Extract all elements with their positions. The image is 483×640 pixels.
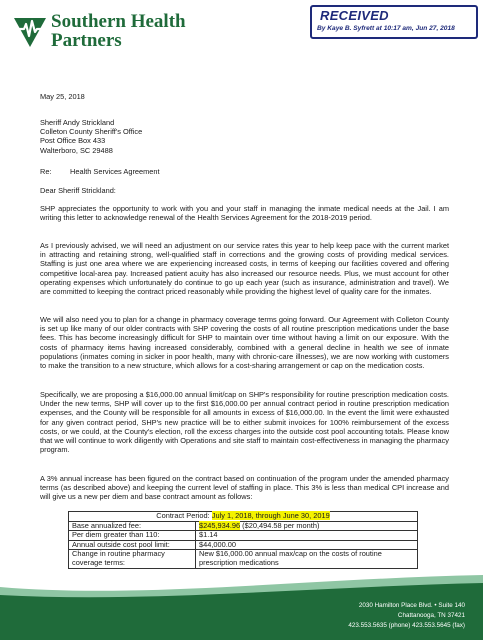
table-cell-label: Per diem greater than 110: [69,531,196,541]
logo-line-2: Partners [51,30,122,51]
recipient-address [40,118,142,155]
contract-period-value: July 1, 2018, through June 30, 2019 [211,511,330,520]
footer-phone: 423.553.5635 (phone) 423.553.5645 (fax) [348,622,465,630]
contract-period-label: Contract Period: [156,511,210,520]
logo-mark-icon [13,14,47,48]
table-cell-value [196,521,418,531]
table-row [69,531,418,541]
salutation: Dear Sheriff Strickland: [40,186,116,195]
table-cell-label: Change in routine pharmacy coverage terms: [69,550,196,568]
company-logo [13,12,193,56]
table-row [69,550,418,568]
base-fee-highlight: $245,934.96 [199,520,241,530]
stamp-title: RECEIVED [320,8,389,23]
footer-address-line: 2030 Hamilton Place Blvd. • Suite 140 [358,602,465,609]
letter-date: May 25, 2018 [40,92,85,101]
address-line: Walterboro, SC 29488 [40,145,113,155]
contract-terms-table [68,511,418,569]
address-line: Colleton County Sheriff's Office [40,127,143,137]
received-stamp [310,5,478,39]
stamp-subtitle: By Kaye B. Syfrett at 10:17 am, Jun 27, 2018 [317,25,455,32]
base-fee-monthly: ($20,494.58 per month) [240,520,320,530]
table-cell-value: $1.14 [196,531,418,541]
subject-line [40,167,160,176]
address-line: Sheriff Andy Strickland [40,118,115,127]
subject-label: Re: [40,167,52,176]
body-paragraph: A 3% annual increase has been figured on the contract based on continuation of the program under the amended pharmacy terms (as described above) and keeping the current level of staffing in place. This 3% is less than medical CPI increase and will give us a new per diem and base contract amount as follows: [40,474,449,502]
body-paragraph: SHP appreciates the opportunity to work with you and your staff in managing the inmate medical needs at the Jail. I am writing this letter to acknowledge renewal of the Health Services Agreement for the 2018-2019 period. [40,204,449,223]
table-cell-label: Annual outside cost pool limit: [69,540,196,550]
logo-line-1: Southern Health [51,11,186,32]
table-cell-label: Base annualized fee: [69,521,196,531]
footer-contact [348,601,465,632]
table-cell-value: $44,000.00 [196,540,418,550]
body-paragraph: As I previously advised, we will need an adjustment on our service rates this year to help keep pace with the current market in attracting and retaining strong, well-qualified staff in corrections and the growing costs of providing medical services. Staffing is just one area where we are experiencing increased costs, in terms of keeping our facilities covered and offering competitive local-area pay. Increased patient acuity has also increased our resource needs. Plus, we must account for other operating expenses which unfortunately do continue to go up each year (such as insurance, administration and travel). We are committed to keeping the contract priced reasonably while providing the highest level of quality care for the inmates. [40,241,449,297]
footer-address-line: Chattanooga, TN 37421 [397,612,465,620]
logo-wordmark [51,12,186,50]
table-cell-value: New $16,000.00 annual max/cap on the costs of routine prescription medications [196,550,418,568]
address-line: Post Office Box 433 [40,136,106,146]
subject-text: Health Services Agreement [70,167,160,176]
body-paragraph: Specifically, we are proposing a $16,000.00 annual limit/cap on SHP's responsibility for routine prescription medication costs. Under the new terms, SHP will cover up to the first $16,000.00 per annual contract period in routine prescription medication expenses, and the County will be responsible for all amounts in excess of $16,000.00. In the event the limit were exhausted for any given contract period, SHP's new practice will be to either submit invoices for 100% reimbursement of the excess costs, or we could, at the County's election, roll the excess charges into the outside cost pool accounting totals. Please know that we will continue to work diligently with Operations and site staff to maintain cost-effectiveness in managing the pharmacy program. [40,390,449,455]
body-paragraph: We will also need you to plan for a change in pharmacy coverage terms going forward. Our Agreement with Colleton County is set up like many of our older contracts with SHP covering the costs of all routine prescription medications under the base fees. This has become increasingly difficult for SHP to maintain over time without having a limit on our exposure. With the costs of pharmacy items having increased considerably, combined with a general decline in health we see of inmate populations (inmates coming in sicker in poor health, many with chronic-care illnesses), we are now working with customers to make the transition to a new structure, which allows for a cost-sharing arrangement or cap on the medication costs. [40,315,449,371]
